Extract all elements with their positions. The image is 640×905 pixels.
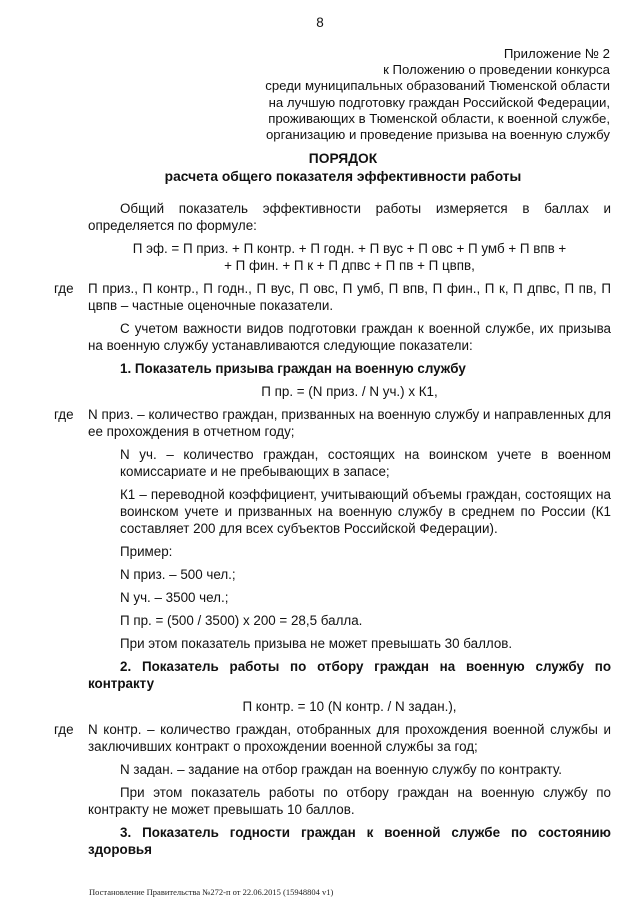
where-main-text: П приз., П контр., П годн., П вус, П овс, П умб, П впв, П фин., П к, П дпвс, П пв, П цвпв – частные оценочные показатели. [88,281,611,313]
appendix-line: на лучшую подготовку граждан Российской Федерации, [268,94,610,110]
section-2-heading: 2. Показатель работы по отбору граждан на военную службу по контракту [88,659,611,691]
section-2-limit: При этом показатель работы по отбору граждан на военную службу по контракту не может превышать 10 баллов. [88,785,611,817]
section-2-def-1 [54,721,611,755]
section-1-def-2: N уч. – количество граждан, состоящих на воинском учете в военном комиссариате и не пребывающих в запасе; [120,447,611,479]
example-label: Пример: [120,544,173,559]
definition-text: N приз. – количество граждан, призванных на военную службу и направленных для ее прохождения в отчетном году; [88,407,611,439]
appendix-line: организацию и проведение призыва на военную службу [265,127,610,143]
appendix-line: к Положению о проведении конкурса [383,62,610,78]
section-3-heading: 3. Показатель годности граждан к военной службе по состоянию здоровья [88,825,611,857]
page-number: 8 [316,15,324,30]
example-line-2: N уч. – 3500 чел.; [120,590,229,605]
document-body [54,200,611,864]
footer-reference: Постановление Правительства №272-п от 22.06.2015 (15948804 v1) [89,887,334,897]
appendix-line: среди муниципальных образований Тюменской области [265,78,610,94]
section-1-limit: При этом показатель призыва не может превышать 30 баллов. [120,636,513,651]
section-1-def-3: К1 – переводной коэффициент, учитывающий объемы граждан, состоящих на воинском учете и призванных на военную службу в среднем по России (К1 составляет 200 для всех субъектов Российской Федерации). [120,487,611,536]
main-formula-line-2: + П фин. + П к + П дпвс + П пв + П цвпв, [224,258,475,273]
importance-paragraph: С учетом важности видов подготовки граждан к военной службе, их призыва на военную службу устанавливаются следующие показатели: [88,321,611,353]
section-1-heading: 1. Показатель призыва граждан на военную службу [120,361,466,376]
appendix-header [210,46,610,143]
where-main [54,280,611,314]
definition-text: N контр. – количество граждан, отобранных для прохождения военной службы и заключивших контракт о прохождении военной службы за год; [88,722,611,754]
where-lead: где [54,722,74,737]
title-line-1: ПОРЯДОК [308,151,378,166]
document-title [0,150,640,186]
main-formula [88,240,611,274]
appendix-line: Приложение № 2 [503,46,610,61]
title-line-2: расчета общего показателя эффективности работы [164,169,522,184]
intro-paragraph: Общий показатель эффективности работы измеряется в баллах и определяется по формуле: [88,201,611,233]
section-2-def-2: N задан. – задание на отбор граждан на военную службу по контракту. [120,762,562,777]
section-1-def-1 [54,406,611,440]
section-1-formula: П пр. = (N приз. / N уч.) x К1, [261,384,438,399]
example-line-1: N приз. – 500 чел.; [120,567,236,582]
where-lead: где [54,281,74,296]
example-line-3: П пр. = (500 / 3500) x 200 = 28,5 балла. [120,613,363,628]
appendix-line: проживающих в Тюменской области, к военной службе, [268,110,610,126]
section-2-formula: П контр. = 10 (N контр. / N задан.), [242,699,457,714]
main-formula-line-1: П эф. = П приз. + П контр. + П годн. + П вус + П овс + П умб + П впв + [132,241,567,256]
where-lead: где [54,407,74,422]
